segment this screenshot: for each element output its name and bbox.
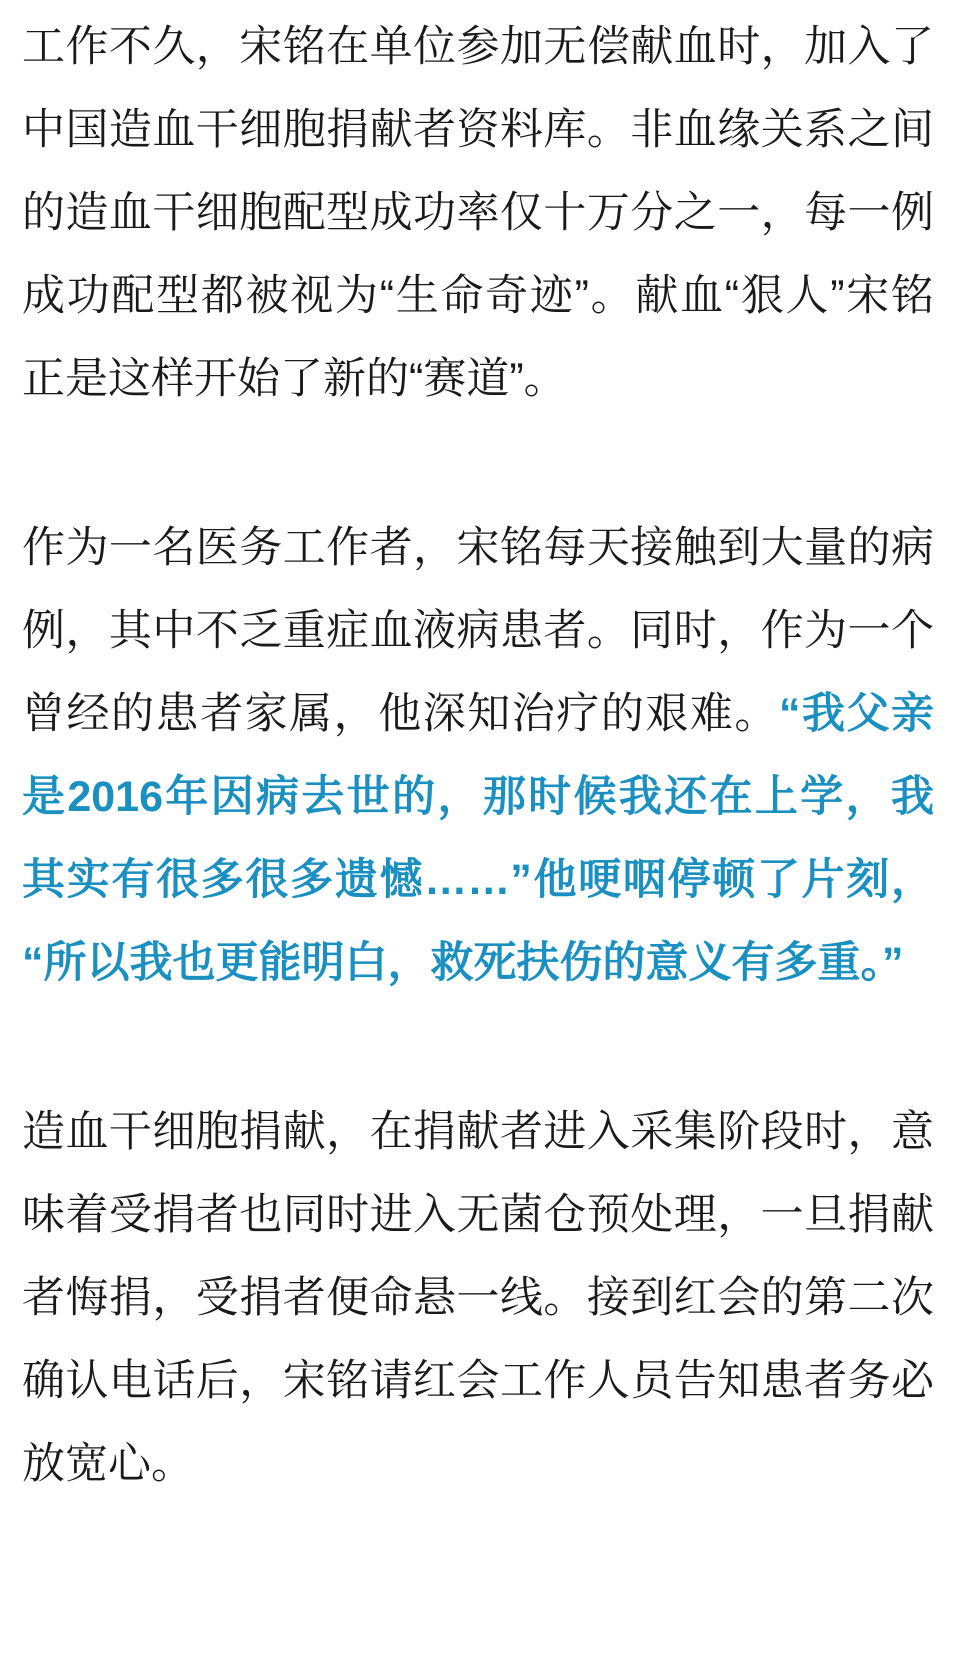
paragraph-1 (22, 6, 934, 421)
paragraph-2-text: 作为一名医务工作者，宋铭每天接触到大量的病例，其中不乏重症血液病患者。同时，作为一个曾经的患者家属，他深知治疗的艰难。 (22, 524, 934, 738)
paragraph-1-text: 工作不久，宋铭在单位参加无偿献血时，加入了中国造血干细胞捐献者资料库。非血缘关系之间的造血干细胞配型成功率仅十万分之一，每一例成功配型都被视为“生命奇迹”。献血“狠人”宋铭正是这样开始了新的“赛道”。 (22, 23, 934, 403)
paragraph-2 (22, 507, 934, 1005)
paragraph-3 (22, 1091, 934, 1506)
paragraph-3-text: 造血干细胞捐献，在捐献者进入采集阶段时，意味着受捐者也同时进入无菌仓预处理，一旦捐献者悔捐，受捐者便命悬一线。接到红会的第二次确认电话后，宋铭请红会工作人员告知患者务必放宽心。 (22, 1108, 934, 1488)
paragraph-2-quote: “我父亲是2016年因病去世的，那时候我还在上学，我其实有很多很多遗憾……”他哽咽停顿了片刻，“所以我也更能明白，救死扶伤的意义有多重。” (22, 690, 935, 987)
